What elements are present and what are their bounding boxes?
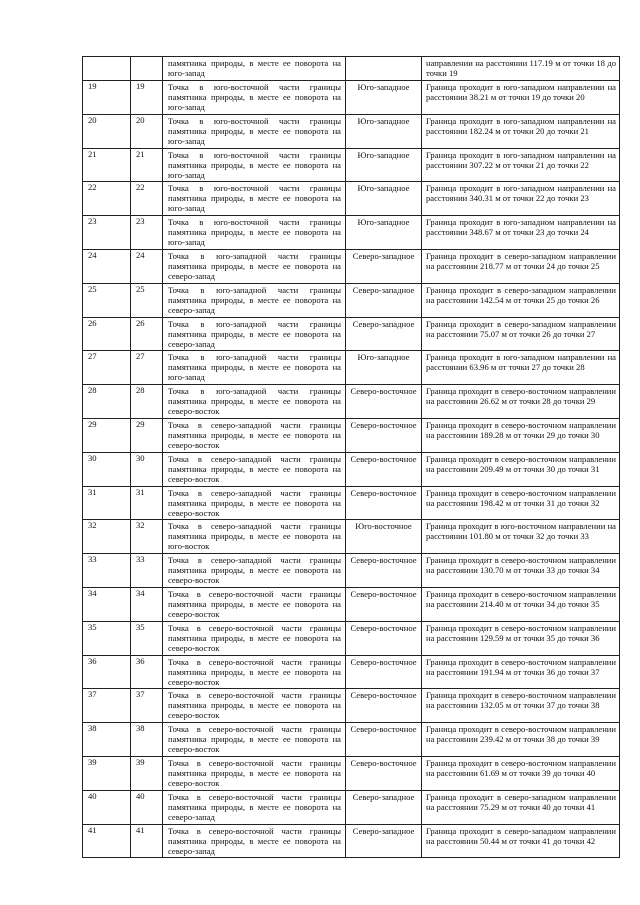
table-row (83, 182, 620, 216)
cell-direction: Северо-восточное (346, 655, 422, 689)
cell-point: 33 (131, 554, 163, 588)
cell-boundary: Граница проходит в северо-восточном направлении на расстоянии 130.70 м от точки 33 до точки 34 (422, 554, 620, 588)
cell-point: 28 (131, 385, 163, 419)
cell-description: Точка в юго-западной части границы памятника природы, в месте ее поворота на северо-восток (163, 385, 346, 419)
table-row (83, 756, 620, 790)
cell-number: 36 (83, 655, 131, 689)
cell-number: 41 (83, 824, 131, 858)
cell-point: 37 (131, 689, 163, 723)
cell-number: 21 (83, 148, 131, 182)
cell-description: Точка в северо-восточной части границы памятника природы, в месте ее поворота на северо-восток (163, 621, 346, 655)
table-row (83, 824, 620, 858)
cell-description: Точка в юго-восточной части границы памятника природы, в месте ее поворота на юго-запад (163, 216, 346, 250)
cell-boundary: Граница проходит в северо-западном направлении на расстоянии 75.07 м от точки 26 до точки 27 (422, 317, 620, 351)
cell-direction: Юго-западное (346, 114, 422, 148)
cell-point: 36 (131, 655, 163, 689)
cell-description: Точка в юго-восточной части границы памятника природы, в месте ее поворота на юго-запад (163, 148, 346, 182)
cell-point: 39 (131, 756, 163, 790)
cell-number: 19 (83, 81, 131, 115)
table-row (83, 621, 620, 655)
table-row (83, 520, 620, 554)
cell-description: Точка в северо-западной части границы памятника природы, в месте ее поворота на северо-восток (163, 554, 346, 588)
cell-direction: Северо-восточное (346, 385, 422, 419)
cell-number: 40 (83, 790, 131, 824)
table-row (83, 723, 620, 757)
cell-direction: Юго-западное (346, 81, 422, 115)
cell-number (83, 57, 131, 81)
cell-direction: Северо-западное (346, 317, 422, 351)
cell-boundary: Граница проходит в северо-восточном направлении на расстоянии 61.69 м от точки 39 до точки 40 (422, 756, 620, 790)
cell-point: 32 (131, 520, 163, 554)
cell-direction: Северо-восточное (346, 723, 422, 757)
table-body (83, 57, 620, 858)
cell-number: 24 (83, 249, 131, 283)
table-row (83, 249, 620, 283)
cell-boundary: Граница проходит в юго-восточном направлении на расстоянии 101.80 м от точки 32 до точки 33 (422, 520, 620, 554)
cell-point: 29 (131, 418, 163, 452)
cell-direction: Северо-западное (346, 283, 422, 317)
table-row (83, 689, 620, 723)
cell-number: 35 (83, 621, 131, 655)
table-row (83, 587, 620, 621)
cell-direction: Северо-восточное (346, 756, 422, 790)
cell-description: Точка в северо-восточной части границы памятника природы, в месте ее поворота на северо-запад (163, 824, 346, 858)
cell-description: Точка в северо-западной части границы памятника природы, в месте ее поворота на юго-восток (163, 520, 346, 554)
cell-point: 41 (131, 824, 163, 858)
table-row (83, 655, 620, 689)
cell-direction: Юго-западное (346, 182, 422, 216)
cell-direction: Северо-восточное (346, 486, 422, 520)
cell-direction: Северо-восточное (346, 621, 422, 655)
cell-direction: Северо-восточное (346, 689, 422, 723)
cell-description: Точка в северо-западной части границы памятника природы, в месте ее поворота на северо-восток (163, 486, 346, 520)
cell-direction: Северо-восточное (346, 418, 422, 452)
cell-description: Точка в северо-восточной части границы памятника природы, в месте ее поворота на северо-восток (163, 723, 346, 757)
table-row (83, 554, 620, 588)
cell-direction: Юго-западное (346, 216, 422, 250)
cell-description: Точка в северо-западной части границы памятника природы, в месте ее поворота на северо-восток (163, 418, 346, 452)
cell-point: 40 (131, 790, 163, 824)
cell-direction: Северо-восточное (346, 554, 422, 588)
cell-number: 22 (83, 182, 131, 216)
cell-number: 39 (83, 756, 131, 790)
coordinates-table-page (82, 56, 620, 858)
table-row (83, 317, 620, 351)
cell-boundary: Граница проходит в юго-западном направлении на расстоянии 63.96 м от точки 27 до точки 28 (422, 351, 620, 385)
cell-point: 31 (131, 486, 163, 520)
cell-description: Точка в юго-восточной части границы памятника природы, в месте ее поворота на юго-запад (163, 114, 346, 148)
cell-description: Точка в северо-восточной части границы памятника природы, в месте ее поворота на северо-восток (163, 655, 346, 689)
cell-number: 33 (83, 554, 131, 588)
cell-description: Точка в юго-западной части границы памятника природы, в месте ее поворота на юго-запад (163, 351, 346, 385)
cell-point (131, 57, 163, 81)
cell-boundary: Граница проходит в северо-восточном направлении на расстоянии 209.49 м от точки 30 до точки 31 (422, 452, 620, 486)
table-row (83, 351, 620, 385)
cell-boundary: направлении на расстоянии 117.19 м от точки 18 до точки 19 (422, 57, 620, 81)
cell-boundary: Граница проходит в северо-восточном направлении на расстоянии 189.28 м от точки 29 до точки 30 (422, 418, 620, 452)
cell-point: 30 (131, 452, 163, 486)
cell-description: Точка в северо-восточной части границы памятника природы, в месте ее поворота на северо-восток (163, 756, 346, 790)
cell-description: Точка в юго-восточной части границы памятника природы, в месте ее поворота на юго-запад (163, 182, 346, 216)
cell-boundary: Граница проходит в северо-восточном направлении на расстоянии 191.94 м от точки 36 до точки 37 (422, 655, 620, 689)
cell-boundary: Граница проходит в северо-восточном направлении на расстоянии 214.40 м от точки 34 до точки 35 (422, 587, 620, 621)
cell-number: 20 (83, 114, 131, 148)
table-row (83, 486, 620, 520)
cell-description: Точка в юго-западной части границы памятника природы, в месте ее поворота на северо-запад (163, 249, 346, 283)
cell-point: 38 (131, 723, 163, 757)
cell-point: 35 (131, 621, 163, 655)
cell-point: 25 (131, 283, 163, 317)
cell-description: Точка в северо-восточной части границы памятника природы, в месте ее поворота на северо-запад (163, 790, 346, 824)
cell-boundary: Граница проходит в северо-западном направлении на расстоянии 218.77 м от точки 24 до точки 25 (422, 249, 620, 283)
cell-boundary: Граница проходит в юго-западном направлении на расстоянии 182.24 м от точки 20 до точки 21 (422, 114, 620, 148)
table-row (83, 452, 620, 486)
cell-description: Точка в северо-западной части границы памятника природы, в месте ее поворота на северо-восток (163, 452, 346, 486)
cell-direction: Юго-западное (346, 148, 422, 182)
cell-number: 31 (83, 486, 131, 520)
table-row (83, 216, 620, 250)
cell-point: 26 (131, 317, 163, 351)
cell-direction: Северо-западное (346, 824, 422, 858)
cell-number: 30 (83, 452, 131, 486)
cell-description: памятника природы, в месте ее поворота на юго-запад (163, 57, 346, 81)
cell-point: 22 (131, 182, 163, 216)
cell-boundary: Граница проходит в северо-восточном направлении на расстоянии 239.42 м от точки 38 до точки 39 (422, 723, 620, 757)
table-row (83, 148, 620, 182)
cell-description: Точка в северо-восточной части границы памятника природы, в месте ее поворота на северо-восток (163, 689, 346, 723)
table-row (83, 418, 620, 452)
cell-number: 32 (83, 520, 131, 554)
cell-description: Точка в северо-восточной части границы памятника природы, в месте ее поворота на северо-восток (163, 587, 346, 621)
cell-boundary: Граница проходит в юго-западном направлении на расстоянии 307.22 м от точки 21 до точки 22 (422, 148, 620, 182)
cell-number: 25 (83, 283, 131, 317)
cell-boundary: Граница проходит в северо-западном направлении на расстоянии 75.29 м от точки 40 до точки 41 (422, 790, 620, 824)
cell-boundary: Граница проходит в северо-западном направлении на расстоянии 142.54 м от точки 25 до точки 26 (422, 283, 620, 317)
cell-direction: Северо-восточное (346, 587, 422, 621)
cell-direction (346, 57, 422, 81)
table-row (83, 81, 620, 115)
cell-point: 21 (131, 148, 163, 182)
table-row (83, 790, 620, 824)
cell-description: Точка в юго-западной части границы памятника природы, в месте ее поворота на северо-запад (163, 317, 346, 351)
cell-boundary: Граница проходит в северо-восточном направлении на расстоянии 132.05 м от точки 37 до точки 38 (422, 689, 620, 723)
cell-direction: Юго-восточное (346, 520, 422, 554)
cell-number: 26 (83, 317, 131, 351)
cell-boundary: Граница проходит в северо-восточном направлении на расстоянии 26.62 м от точки 28 до точки 29 (422, 385, 620, 419)
cell-direction: Северо-восточное (346, 452, 422, 486)
cell-number: 37 (83, 689, 131, 723)
cell-number: 27 (83, 351, 131, 385)
cell-point: 19 (131, 81, 163, 115)
cell-description: Точка в юго-западной части границы памятника природы, в месте ее поворота на северо-запад (163, 283, 346, 317)
table-row (83, 283, 620, 317)
cell-direction: Северо-западное (346, 790, 422, 824)
boundary-points-table (82, 56, 620, 858)
cell-point: 20 (131, 114, 163, 148)
cell-boundary: Граница проходит в юго-западном направлении на расстоянии 340.31 м от точки 22 до точки 23 (422, 182, 620, 216)
cell-boundary: Граница проходит в северо-западном направлении на расстоянии 50.44 м от точки 41 до точки 42 (422, 824, 620, 858)
cell-point: 23 (131, 216, 163, 250)
cell-point: 34 (131, 587, 163, 621)
cell-number: 34 (83, 587, 131, 621)
table-row (83, 385, 620, 419)
cell-number: 29 (83, 418, 131, 452)
table-row (83, 114, 620, 148)
cell-number: 23 (83, 216, 131, 250)
cell-point: 27 (131, 351, 163, 385)
cell-direction: Северо-западное (346, 249, 422, 283)
cell-point: 24 (131, 249, 163, 283)
cell-direction: Юго-западное (346, 351, 422, 385)
cell-boundary: Граница проходит в северо-восточном направлении на расстоянии 198.42 м от точки 31 до точки 32 (422, 486, 620, 520)
cell-number: 38 (83, 723, 131, 757)
cell-number: 28 (83, 385, 131, 419)
cell-boundary: Граница проходит в юго-западном направлении на расстоянии 348.67 м от точки 23 до точки 24 (422, 216, 620, 250)
table-row-continued (83, 57, 620, 81)
cell-boundary: Граница проходит в северо-восточном направлении на расстоянии 129.59 м от точки 35 до точки 36 (422, 621, 620, 655)
cell-boundary: Граница проходит в юго-западном направлении на расстоянии 38.21 м от точки 19 до точки 20 (422, 81, 620, 115)
cell-description: Точка в юго-восточной части границы памятника природы, в месте ее поворота на юго-запад (163, 81, 346, 115)
